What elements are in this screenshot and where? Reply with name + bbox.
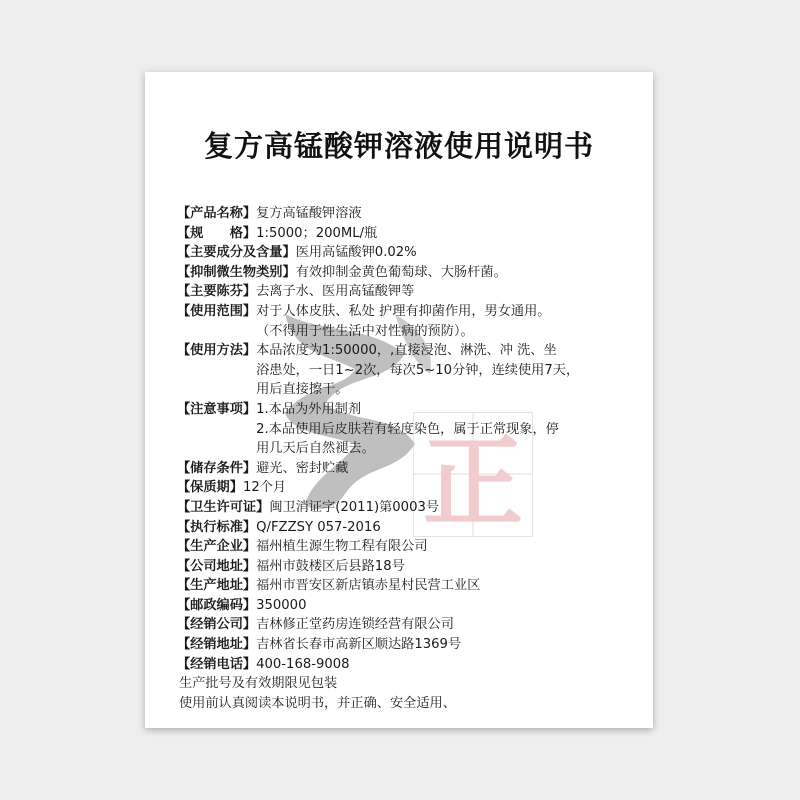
field-value-line: 400-168-9008 [256,656,350,672]
field-row [177,655,639,675]
field-value [256,459,348,479]
field-row [177,302,639,341]
field-row [177,478,639,498]
field-label: 【经销地址】 [177,637,257,653]
field-value-line: 福州市鼓楼区后县路18号 [256,558,405,574]
field-row [177,341,639,400]
field-value [243,478,286,498]
field-value [296,263,507,283]
field-value-line: 1.本品为外用制剂 [256,401,362,417]
field-value [256,655,349,675]
field-value-line: Q/FZZSY 057-2016 [256,519,381,535]
field-value [256,576,480,596]
field-value-line: 闽卫消证字(2011)第0003号 [269,499,440,515]
field-value-line: 复方高锰酸钾溶液 [256,206,362,221]
field-row [177,557,639,577]
field-value [269,498,439,518]
field-value-line: 用后直接擦干。 [256,382,349,398]
field-value-line: 用几天后自然褪去。 [256,441,375,457]
field-row [177,263,639,283]
field-row [177,400,639,459]
field-value-line: 医用高锰酸钾0.02% [295,245,417,261]
field-row [177,537,639,557]
field-value [256,596,306,616]
field-label: 【主要陈芬】 [177,284,257,300]
field-value-line: （不得用于性生活中对性病的预防）。 [256,323,474,339]
field-row [177,518,639,538]
field-value [256,557,405,577]
field-label: 【储存条件】 [177,460,257,476]
field-label: 【经销电话】 [177,656,257,672]
field-label: 【注意事项】 [177,401,257,417]
field-label: 【主要成分及含量】 [177,245,296,261]
field-value-line: 福州植生源生物工程有限公司 [256,539,428,555]
field-label: 【规 格】 [177,225,257,241]
field-value-line: 去离子水、医用高锰酸钾等 [256,284,415,300]
field-label: 【公司地址】 [177,558,257,574]
field-row [177,498,639,518]
field-value-line: 避光、密封贮藏 [256,460,349,476]
field-value-line: 350000 [256,597,307,613]
field-label: 【生产企业】 [177,539,257,555]
field-value [256,635,461,655]
field-label: 【卫生许可证】 [177,499,270,515]
footer-note: 使用前认真阅读本说明书，并正确、安全适用、 [179,695,456,711]
instruction-sheet [145,72,653,728]
field-value-line: 吉林省长春市高新区顺达路1369号 [256,637,462,653]
field-value-line: 本品浓度为1:50000，,直接浸泡、淋洗、冲 洗、坐 [256,343,557,359]
field-value [256,302,550,341]
field-value [256,400,559,459]
field-value-line: 有效抑制金黄色葡萄球、大肠杆菌。 [295,264,507,280]
field-label: 【抑制微生物类别】 [177,264,296,280]
document-title: 复方高锰酸钾溶液使用说明书 [203,129,594,163]
field-value-line: 福州市晋安区新店镇赤星村民营工业区 [256,578,481,594]
field-row [177,243,639,263]
field-label: 【生产地址】 [177,578,257,594]
field-label: 【产品名称】 [177,206,257,221]
field-value-line: 12个月 [242,480,287,496]
field-row [177,459,639,479]
field-label: 【保质期】 [177,480,243,496]
field-label: 【使用方法】 [177,343,257,359]
field-value-line: 浴患处，一日1~2次，每次5~10分钟，连续使用7天， [256,362,580,378]
field-label: 【使用范围】 [177,303,257,319]
field-label: 【执行标准】 [177,519,257,535]
field-value [256,282,414,302]
field-value-line: 2.本品使用后皮肤若有轻度染色，属于正常现象，停 [256,421,559,437]
field-value [256,341,579,400]
field-value-line: 对于人体皮肤、私处 护理有抑菌作用，男女通用。 [256,303,551,319]
field-value [256,615,454,635]
field-value [256,518,381,538]
field-value [296,243,417,263]
field-value [256,224,377,244]
field-row [177,596,639,616]
field-row [177,615,639,635]
field-value-line: 吉林修正堂药房连锁经营有限公司 [256,617,454,633]
field-value [256,204,362,224]
field-row [177,224,639,244]
field-row [177,635,639,655]
field-value [256,537,427,557]
field-label: 【经销公司】 [177,617,257,633]
field-row [177,204,639,224]
footer-note: 生产批号及有效期限见包装 [179,676,338,692]
document-body [177,204,639,713]
field-label: 【邮政编码】 [177,597,257,613]
watermark-glyph: 正 [423,424,523,537]
field-row [177,282,639,302]
field-row [177,576,639,596]
field-value-line: 1:5000；200ML/瓶 [256,225,378,241]
